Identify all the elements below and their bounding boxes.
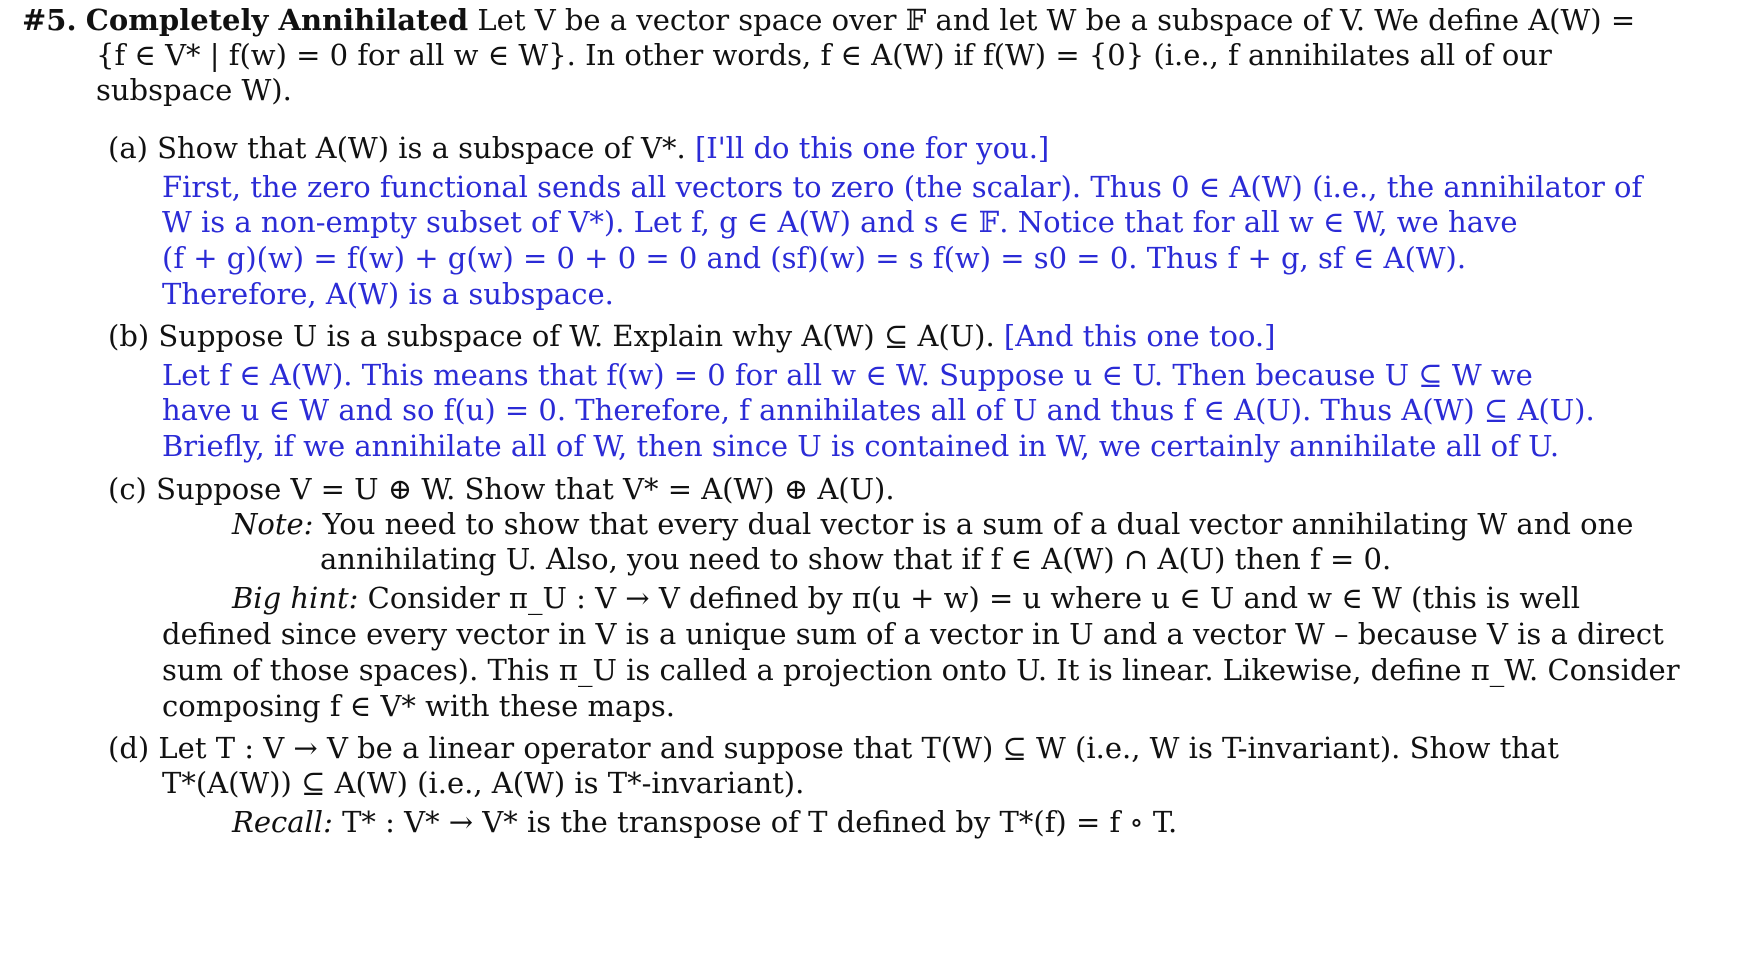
part-c-question (108, 471, 895, 507)
part-a-answer-line-2: W is a non-empty subset of V*). Let f, g ∈ A(W) and s ∈ 𝔽. Notice that for all w ∈ W, we have (162, 205, 1518, 239)
problem-title: Completely Annihilated (85, 3, 469, 37)
part-c-note-text-1: You need to show that every dual vector is a sum of a dual vector annihilating W and one (322, 507, 1634, 541)
problem-number: #5. (22, 3, 77, 37)
part-d-question-line-2: T*(A(W)) ⊆ A(W) (i.e., A(W) is T*-invariant). (162, 766, 805, 800)
part-d-recall-text: T* : V* → V* is the transpose of T defined by T*(f) = f ∘ T. (342, 805, 1178, 839)
problem-intro-line-1 (22, 2, 1635, 38)
part-b-question-text: Suppose U is a subspace of W. Explain why A(W) ⊆ A(U). (158, 319, 995, 353)
problem-intro-line-2: {f ∈ V* | f(w) = 0 for all w ∈ W}. In other words, f ∈ A(W) if f(W) = {0} (i.e., f annihilates all of our (96, 38, 1552, 72)
part-c-hint-line-4: composing f ∈ V* with these maps. (162, 689, 675, 723)
part-b-answer-line-1: Let f ∈ A(W). This means that f(w) = 0 for all w ∈ W. Suppose u ∈ U. Then because U ⊆ W we (162, 358, 1533, 392)
part-a-label: (a) (108, 131, 148, 165)
part-c-note-line-1 (232, 506, 1633, 542)
part-c-hint-line-3: sum of those spaces). This π_U is called a projection onto U. It is linear. Likewise, define π_W. Consider (162, 653, 1680, 687)
part-a-answer-line-3: (f + g)(w) = f(w) + g(w) = 0 + 0 = 0 and (sf)(w) = s f(w) = s0 = 0. Thus f + g, sf ∈ A(W). (162, 241, 1467, 275)
part-a-note: [I'll do this one for you.] (694, 131, 1050, 165)
part-a-answer-line-4: Therefore, A(W) is a subspace. (162, 277, 614, 311)
part-a-question-text: Show that A(W) is a subspace of V*. (157, 131, 686, 165)
part-d-recall-label: Recall: (232, 805, 333, 839)
part-c-note-line-2: annihilating U. Also, you need to show that if f ∈ A(W) ∩ A(U) then f = 0. (320, 542, 1392, 576)
part-c-hint-text-1: Consider π_U : V → V defined by π(u + w) = u where u ∈ U and w ∈ W (this is well (367, 581, 1580, 615)
part-b-answer-line-3: Briefly, if we annihilate all of W, then since U is contained in W, we certainly annihilate all of U. (162, 429, 1560, 463)
part-b-question (108, 318, 1275, 354)
part-d-question-line-1 (108, 730, 1559, 766)
problem-intro-line-3: subspace W). (96, 73, 292, 107)
part-c-hint-line-2: defined since every vector in V is a unique sum of a vector in U and a vector W – because V is a direct (162, 617, 1664, 651)
part-a-question (108, 130, 1049, 166)
part-d-question-text-1: Let T : V → V be a linear operator and suppose that T(W) ⊆ W (i.e., W is T-invariant). Show that (158, 731, 1559, 765)
part-b-answer-line-2: have u ∈ W and so f(u) = 0. Therefore, f annihilates all of U and thus f ∈ A(U). Thus A(W) ⊆ A(U). (162, 393, 1595, 427)
part-d-recall-line (232, 804, 1177, 840)
part-c-hint-line-1 (232, 580, 1580, 616)
part-b-note: [And this one too.] (1003, 319, 1276, 353)
part-b-label: (b) (108, 319, 150, 353)
problem-intro-text-1: Let V be a vector space over 𝔽 and let W be a subspace of V. We define A(W) = (477, 3, 1636, 37)
part-c-question-text: Suppose V = U ⊕ W. Show that V* = A(W) ⊕ A(U). (156, 472, 895, 506)
part-c-note-label: Note: (232, 507, 314, 541)
part-c-hint-label: Big hint: (232, 581, 359, 615)
part-c-label: (c) (108, 472, 147, 506)
part-d-label: (d) (108, 731, 150, 765)
part-a-answer-line-1: First, the zero functional sends all vectors to zero (the scalar). Thus 0 ∈ A(W) (i.e., the annihilator of (162, 170, 1643, 204)
